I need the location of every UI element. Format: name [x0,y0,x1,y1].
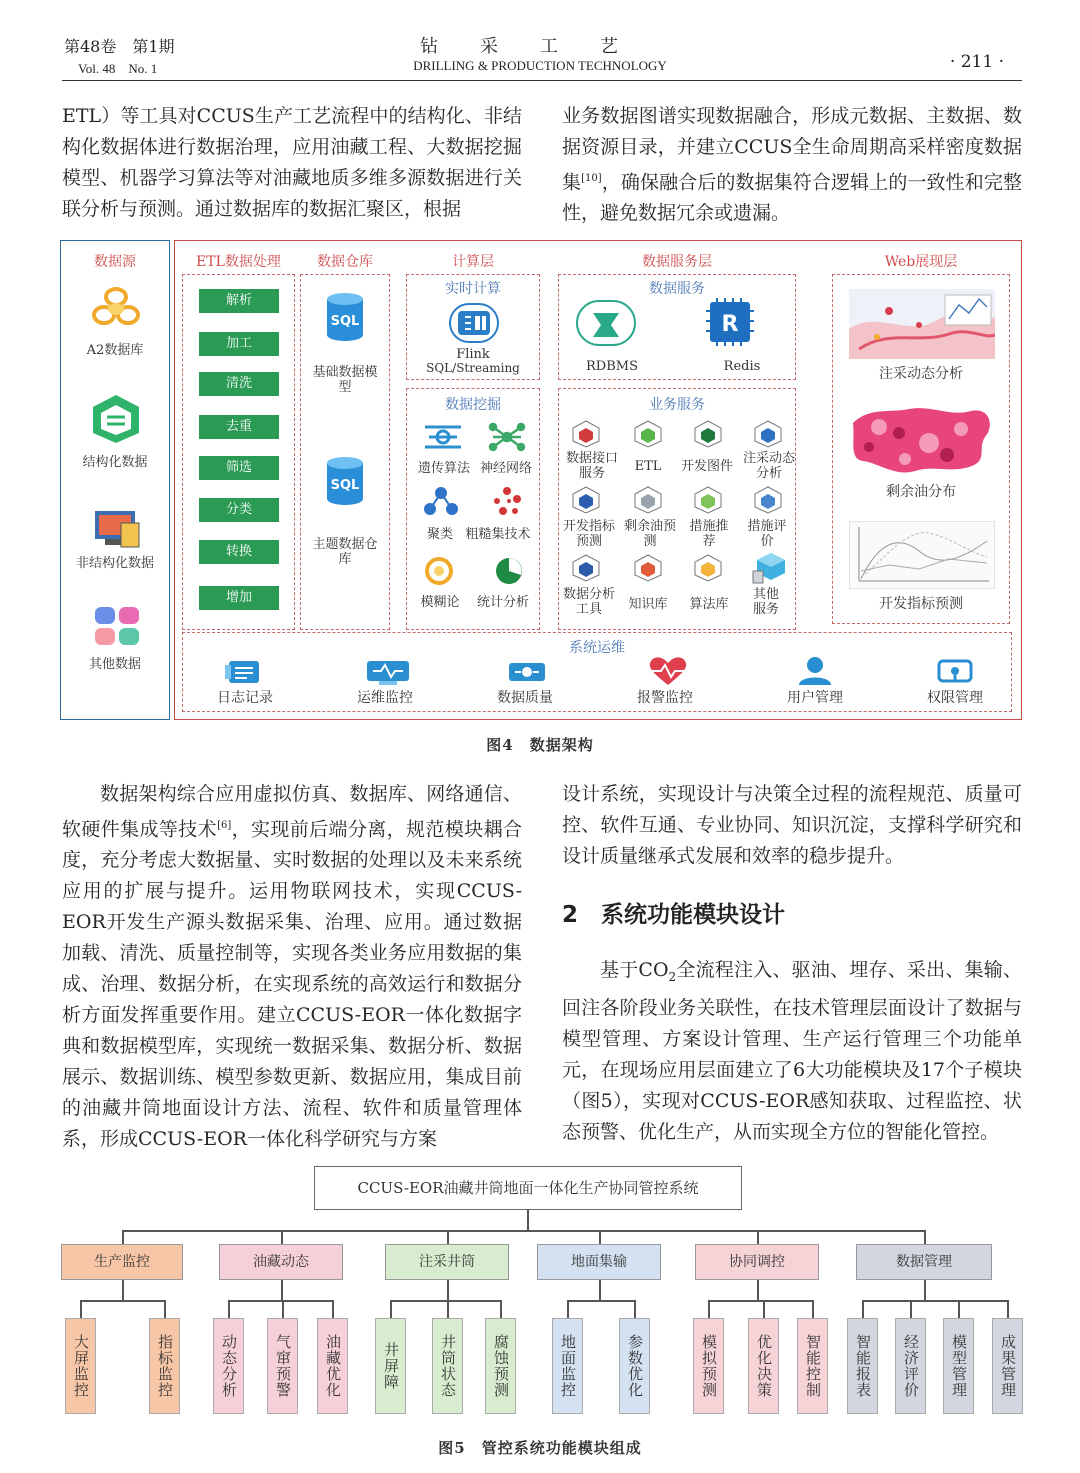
figure-5-module-tree [0,1160,1080,1440]
mining-title: 数据挖掘 [445,397,501,413]
web-item: 剩余油分布 [886,484,956,500]
connector [708,1300,812,1302]
ops-item: 运维监控 [357,690,413,706]
connector [164,1300,166,1318]
connector [390,1300,392,1318]
statistics-icon [491,553,527,589]
connector [567,1300,569,1318]
paragraph-text: ETL）等工具对CCUS生产工艺流程中的结构化、非结构化数据体进行数据治理，应用油藏工程、大数据挖掘模型、机器学习算法等对油藏地质多维多源数据进行关联分析与预测。通过数据库的数据汇聚区，根据 [62,105,522,220]
data-source-title: 数据源 [94,254,136,270]
connector [500,1300,502,1318]
rough-set-icon [489,483,525,519]
etl-step: 转换 [199,540,279,564]
root-node: CCUS-EOR油藏井筒地面一体化生产协同管控系统 [314,1166,742,1210]
connector [599,1280,601,1300]
compute-title: 计算层 [452,254,494,270]
ops-item: 权限管理 [927,690,983,706]
cube-icon [693,419,723,449]
mining-item: 统计分析 [476,595,529,610]
module-node: 油藏动态 [219,1244,343,1280]
redis-label: Redis [723,359,761,374]
connector [80,1300,164,1302]
submodule-node: 智能报表 [847,1318,878,1414]
submodule-node: 地面监控 [552,1318,583,1414]
connector [228,1300,230,1318]
header-rule [62,80,1022,81]
connector [447,1230,449,1244]
connector [390,1300,500,1302]
fuzzy-theory-icon [421,553,457,589]
business-item: 开发图件 [680,459,733,474]
business-item: 措施推荐 [689,519,729,549]
connector [122,1280,124,1300]
cube-icon [753,485,783,515]
warehouse-item: 基础数据模型 [312,365,378,395]
top-left-paragraph [62,101,522,225]
warehouse-panel [300,274,390,630]
submodule-node: 动态分析 [213,1318,244,1414]
warehouse-title: 数据仓库 [317,254,373,270]
realtime-panel [406,274,540,380]
etl-step: 分类 [199,498,279,522]
paragraph-text [562,101,1022,229]
data-source-label: 结构化数据 [82,455,148,470]
mid-right-paragraph [562,779,1022,872]
text-segment: ，确保融合后的数据集符合逻辑上的一致性和完整性，避免数据冗余或遗漏。 [562,171,1022,225]
connector [447,1300,449,1318]
connector [122,1230,924,1232]
etl-step: 解析 [199,289,279,313]
etl-panel [182,274,295,630]
connector [80,1300,82,1318]
mining-item: 聚类 [426,527,453,542]
web-panel [832,274,1010,624]
clustering-icon [421,483,461,519]
volume-issue-en: Vol. 48 No. 1 [78,61,158,76]
connector [757,1230,759,1244]
data-source-label: 其他数据 [88,657,141,672]
connector [447,1280,449,1300]
ops-panel [182,632,1012,712]
submodule-node: 优化决策 [748,1318,779,1414]
genetic-algorithm-icon [421,419,465,455]
submodule-node: 井筒状态 [432,1318,463,1414]
figure-4-caption: 图4 数据架构 [486,736,594,754]
connector [599,1230,601,1244]
realtime-title: 实时计算 [445,281,501,297]
svg-text:R: R [721,312,739,337]
cube-icon [693,485,723,515]
connector [757,1280,759,1300]
cube-icon [633,553,663,583]
user-management-icon [795,655,835,687]
journal-title-cn: 钻采工艺 [420,36,660,57]
mining-panel [406,388,540,630]
submodule-node: 油藏优化 [317,1318,348,1414]
cube-icon [633,419,663,449]
figure-5-caption: 图5 管控系统功能模块组成 [438,1439,642,1457]
module-node: 注采井筒 [385,1244,509,1280]
section-heading: 2 系统功能模块设计 [562,902,786,928]
cube-icon [633,485,663,515]
connector [862,1300,864,1318]
text-segment: ，实现前后端分离，规范模块耦合度，充分考虑大数据量、实时数据的处理以及未来系统应用的扩展与提升。运用物联网技术，实现CCUS-EOR开发生产源头数据采集、治理、应用。通过数据加载、清洗、质量控制等，实现各类业务应用数据的集成、治理、数据分析，在实现系统的高效运行和数据分析方面发挥重要作用。建立CCUS-EOR一体化数据字典和数据模型库，实现统一数据采集、数据分析、数据展示、数据训练、模型参数更新、数据应用，集成目前的油藏井筒地面设计方法、流程、软件和质量管理体系，形成CCUS-EOR一体化科学研究与方案 [62,818,522,1151]
connector [567,1300,634,1302]
subscript: 2 [668,969,677,984]
unstructured-data-icon [91,509,143,551]
development-index-thumbnail [849,521,995,589]
connector [812,1300,814,1318]
submodule-node: 气窜预警 [267,1318,298,1414]
etl-step: 清洗 [199,372,279,396]
etl-step: 加工 [199,332,279,356]
ops-item: 数据质量 [497,690,553,706]
ops-item: 日志记录 [217,690,273,706]
etl-title: ETL数据处理 [196,254,281,270]
etl-step: 增加 [199,586,279,610]
page-number: · 211 · [949,52,1004,72]
connector [924,1230,926,1244]
mining-item: 模糊论 [420,595,460,610]
web-item: 开发指标预测 [879,596,963,612]
text-segment: 全流程注入、驱油、埋存、采出、集输、回注各阶段业务关联性，在技术管理层面设计了数据与模型管理、方案设计管理、生产运行管理三个功能单元，在现场应用层面建立了6大功能模块及17个子模块（图5），实现对CCUS-EOR感知获取、过程监控、状态预警、优化生产，从而实现全方位的智能化管控。 [562,959,1022,1143]
connector [924,1280,926,1300]
business-item: 知识库 [628,597,668,612]
module-node: 协同调控 [695,1244,819,1280]
figure-4-data-architecture [60,240,1022,720]
cube-icon [753,419,783,449]
submodule-node: 腐蚀预测 [485,1318,516,1414]
data-service-title: 数据服务 [649,281,705,297]
journal-title-en: DRILLING & PRODUCTION TECHNOLOGY [413,58,667,73]
business-service-title: 业务服务 [649,397,705,413]
business-item: ETL [634,459,662,474]
injection-analysis-thumbnail [849,289,995,359]
rdbms-label: RDBMS [586,359,638,374]
connector [763,1300,765,1318]
submodule-node: 参数优化 [619,1318,650,1414]
connector [527,1210,529,1230]
warehouse-item: 主题数据仓库 [312,537,378,567]
business-item: 算法库 [689,597,729,612]
data-source-label: A2数据库 [86,343,144,358]
neural-network-icon [487,419,527,455]
business-item: 其他服务 [752,587,779,617]
mining-item: 粗糙集技术 [465,527,531,542]
mining-item: 神经网络 [479,461,532,476]
module-node: 生产监控 [61,1244,183,1280]
log-record-icon [225,657,265,687]
business-item: 开发指标预测 [563,519,616,549]
business-service-panel [558,388,796,630]
connector [281,1280,283,1300]
connector [282,1300,284,1318]
connector [1007,1300,1009,1318]
structured-data-icon [89,393,143,445]
alarm-monitor-icon [645,655,691,687]
permission-management-icon [935,655,975,687]
submodule-node: 经济评价 [895,1318,926,1414]
submodule-node: 井屏障 [375,1318,406,1414]
submodule-node: 智能控制 [797,1318,828,1414]
section-paragraph [562,955,1022,1148]
connector [910,1300,912,1318]
citation[interactable]: [6] [217,820,232,831]
business-item: 剩余油预测 [623,519,676,549]
text-segment: 基于CO [600,959,669,981]
paragraph-text [562,955,1022,1148]
business-item: 数据接口服务 [565,451,618,481]
flink-icon [447,301,501,345]
ops-item: 用户管理 [787,690,843,706]
citation[interactable]: [10] [581,173,602,184]
data-source-label: 非结构化数据 [75,556,154,571]
module-node: 地面集输 [537,1244,661,1280]
web-title: Web展现层 [884,254,958,270]
flink-sub-label: SQL/Streaming [426,361,520,375]
etl-step: 筛选 [199,456,279,480]
paragraph-text [62,779,522,1155]
sql-label: SQL [330,314,360,329]
cube-icon [751,551,787,585]
submodule-node: 大屏监控 [65,1318,96,1414]
business-item: 数据分析工具 [563,587,616,617]
cube-icon [693,553,723,583]
volume-issue-cn: 第48卷 第1期 [64,37,175,56]
submodule-node: 模拟预测 [693,1318,724,1414]
sql-database-icon [323,291,367,343]
paragraph-text: 设计系统，实现设计与决策全过程的流程规范、质量可控、软件互通、专业协同、知识沉淀，支撑科学研究和设计质量继承式发展和效率的稳步提升。 [562,783,1022,867]
data-source-panel [60,240,170,720]
ops-item: 报警监控 [637,690,693,706]
data-service-panel [558,274,796,380]
connector [332,1300,334,1318]
connector [862,1300,1007,1302]
ops-monitor-icon [365,657,411,687]
connector [634,1300,636,1318]
rdbms-icon [575,299,637,347]
connector [281,1230,283,1244]
other-data-icon [91,605,143,647]
data-quality-icon [505,657,549,687]
module-node: 数据管理 [856,1244,992,1280]
sql-label: SQL [330,478,360,493]
cube-icon [571,485,601,515]
a2-database-icon [89,285,143,333]
text-segment: 业务数据图谱实现数据融合，形成元数据、主数据、数据资源目录，并建立CCUS全生命周期高采样密度数据集 [562,105,1022,194]
web-item: 注采动态分析 [879,366,963,382]
text-segment: 数据架构综合应用虚拟仿真、数据库、网络通信、软硬件集成等技术 [62,783,522,841]
business-item: 措施评价 [747,519,787,549]
submodule-node: 成果管理 [992,1318,1023,1414]
submodule-node: 模型管理 [943,1318,974,1414]
cube-icon [571,553,601,583]
connector [708,1300,710,1318]
submodule-node: 指标监控 [149,1318,180,1414]
mining-item: 遗传算法 [417,461,470,476]
top-right-paragraph [562,101,1022,229]
flink-label: Flink [456,347,490,362]
etl-step: 去重 [199,415,279,439]
cube-icon [571,419,601,449]
connector [122,1230,124,1244]
business-item: 注采动态分析 [743,451,796,481]
ops-title: 系统运维 [569,640,625,656]
mid-left-paragraph [62,779,522,1155]
connector [228,1300,332,1302]
sql-database-icon [323,455,367,507]
redis-icon [705,297,755,347]
service-title: 数据服务层 [642,254,712,270]
connector [958,1300,960,1318]
remaining-oil-thumbnail [849,403,995,477]
